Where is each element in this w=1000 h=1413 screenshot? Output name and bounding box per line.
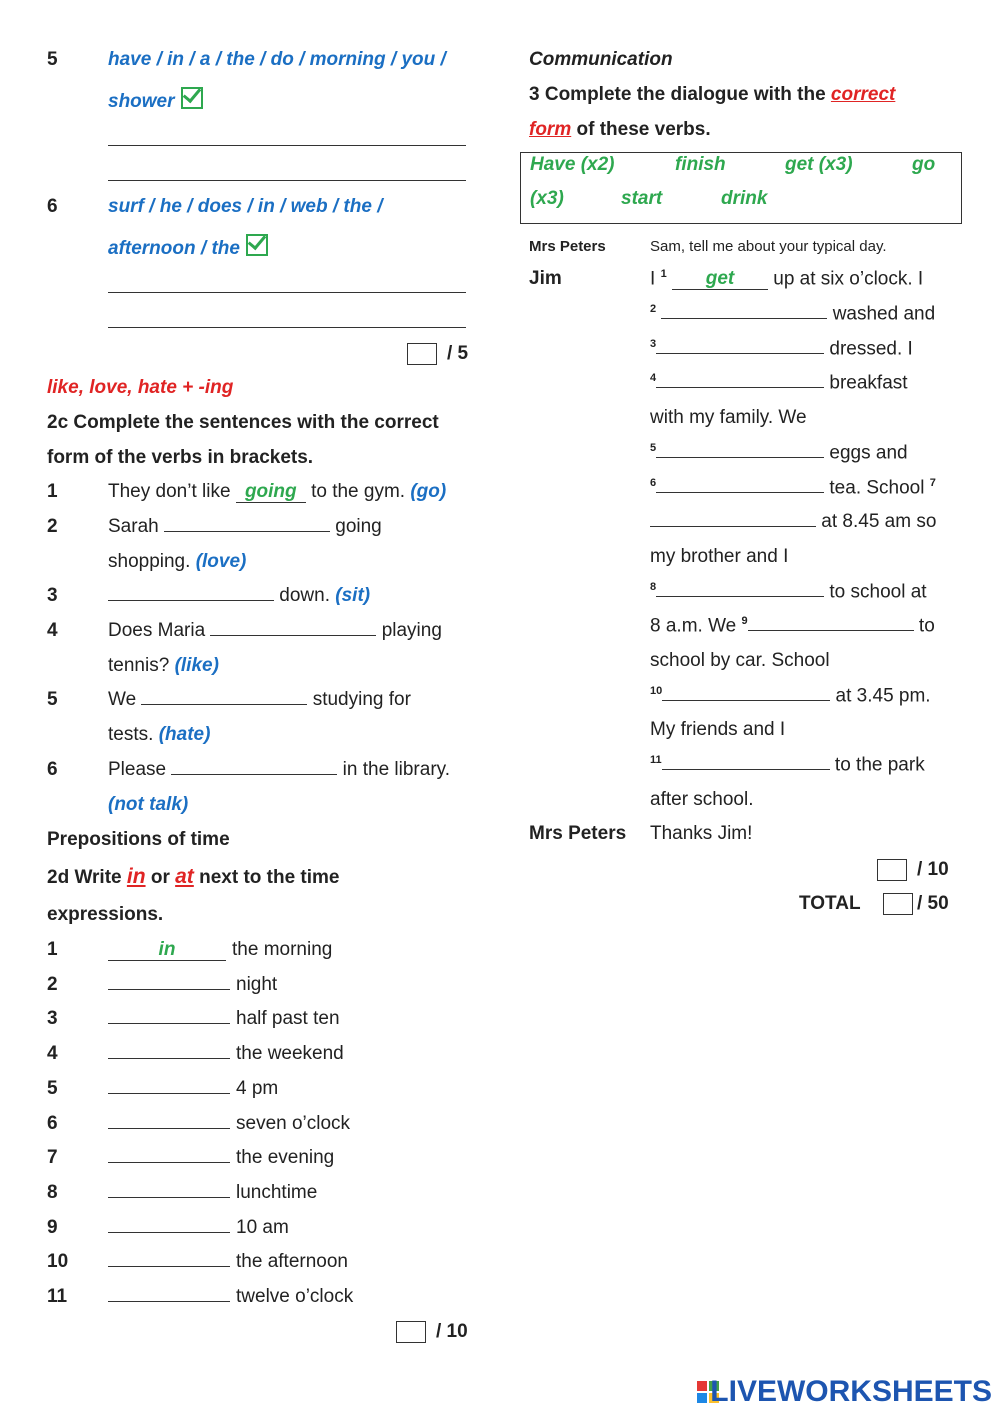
score-label: / 10 bbox=[917, 859, 949, 880]
q5-answer-line-2[interactable] bbox=[108, 180, 466, 181]
dialogue-line: Sam, tell me about your typical day. bbox=[650, 238, 887, 255]
q6-words: surf / he / does / in / web / the / bbox=[108, 196, 383, 217]
time-expression: the weekend bbox=[108, 1043, 344, 1065]
exercise-3-title-line2: form of these verbs. bbox=[529, 119, 711, 140]
dialogue-line: $^6$ tea. School $^7$ bbox=[650, 477, 936, 499]
item-number: 2 bbox=[47, 516, 58, 537]
q5-words-line2: shower bbox=[108, 87, 203, 113]
sentence-line2: shopping. (love) bbox=[108, 551, 247, 572]
time-expression: 10 am bbox=[108, 1217, 289, 1239]
score-box[interactable] bbox=[396, 1321, 426, 1343]
dialogue-line: my brother and I bbox=[650, 546, 789, 567]
exercise-2d-title: 2d Write in or at next to the time bbox=[47, 865, 340, 888]
score-label: / 10 bbox=[436, 1321, 468, 1342]
item-number: 3 bbox=[47, 585, 58, 606]
answer-blank[interactable] bbox=[171, 774, 337, 775]
verb: finish bbox=[675, 154, 726, 175]
speaker-name: Mrs Peters bbox=[529, 238, 606, 255]
item-number: 9 bbox=[47, 1216, 58, 1238]
answer-blank[interactable] bbox=[656, 596, 824, 597]
section-title: like, love, hate + -ing bbox=[47, 377, 234, 398]
time-expression: the afternoon bbox=[108, 1251, 348, 1273]
sentence: down. (sit) bbox=[108, 585, 370, 607]
item-number: 6 bbox=[47, 759, 58, 780]
score-box[interactable] bbox=[877, 859, 907, 881]
item-number: 6 bbox=[47, 1112, 58, 1134]
liveworksheets-logo[interactable]: LIVEWORKSHEETS bbox=[710, 1375, 992, 1408]
verb: get (x3) bbox=[785, 154, 853, 175]
verb: Have (x2) bbox=[530, 154, 615, 175]
answer-blank[interactable] bbox=[108, 1058, 230, 1059]
answer-blank[interactable]: get bbox=[672, 269, 768, 290]
verb: drink bbox=[721, 188, 768, 209]
score-label: / 5 bbox=[447, 343, 469, 364]
answer-blank[interactable] bbox=[656, 457, 824, 458]
answer-blank[interactable] bbox=[108, 1197, 230, 1198]
q6-answer-line-2[interactable] bbox=[108, 327, 466, 328]
check-icon bbox=[181, 87, 203, 109]
answer-blank[interactable] bbox=[108, 1232, 230, 1233]
exercise-3-title: 3 Complete the dialogue with the correct bbox=[529, 84, 896, 105]
time-expression: twelve o’clock bbox=[108, 1286, 353, 1308]
exercise-2c-title-line2: form of the verbs in brackets. bbox=[47, 447, 314, 468]
dialogue-line: I $^1$ get up at six o’clock. I bbox=[650, 268, 924, 290]
answer-blank[interactable] bbox=[650, 526, 816, 527]
dialogue-line: after school. bbox=[650, 789, 754, 810]
exercise-2d-title-line2: expressions. bbox=[47, 904, 164, 925]
answer-blank[interactable] bbox=[210, 635, 376, 636]
score-box[interactable] bbox=[407, 343, 437, 365]
hint: (not talk) bbox=[108, 794, 189, 815]
speaker-name: Mrs Peters bbox=[529, 823, 627, 844]
time-expression: the evening bbox=[108, 1147, 334, 1169]
sentence-line2: tests. (hate) bbox=[108, 724, 211, 745]
answer-blank[interactable] bbox=[108, 1162, 230, 1163]
q5-answer-line-1[interactable] bbox=[108, 145, 466, 146]
answer-blank[interactable] bbox=[748, 630, 914, 631]
verb: start bbox=[621, 188, 663, 209]
dialogue-line: Thanks Jim! bbox=[650, 823, 753, 844]
answer-blank[interactable] bbox=[661, 318, 827, 319]
time-expression: in the morning bbox=[108, 939, 332, 961]
answer-blank[interactable] bbox=[662, 700, 830, 701]
time-expression: lunchtime bbox=[108, 1182, 317, 1204]
item-number: 2 bbox=[47, 973, 58, 995]
q6-words-line2: afternoon / the bbox=[108, 234, 268, 260]
sentence-line2: tennis? (like) bbox=[108, 655, 219, 676]
q5-words: have / in / a / the / do / morning / you / bbox=[108, 49, 446, 70]
answer-blank[interactable] bbox=[141, 704, 307, 705]
item-number: 3 bbox=[47, 1008, 58, 1030]
communication-title: Communication bbox=[529, 49, 673, 70]
time-expression: 4 pm bbox=[108, 1078, 278, 1100]
answer-blank[interactable] bbox=[656, 492, 824, 493]
answer-blank[interactable] bbox=[164, 531, 330, 532]
item-number: 5 bbox=[47, 689, 58, 710]
q6-answer-line-1[interactable] bbox=[108, 292, 466, 293]
dialogue-line: $^2$ washed and bbox=[650, 303, 936, 325]
verb: go bbox=[912, 154, 936, 175]
item-number: 11 bbox=[47, 1286, 68, 1307]
answer-blank[interactable] bbox=[656, 387, 824, 388]
item-number: 5 bbox=[47, 1077, 58, 1099]
q6-number: 6 bbox=[47, 196, 58, 217]
dialogue-line: $^{10}$ at 3.45 pm. bbox=[650, 685, 931, 707]
dialogue-line: $^8$ to school at bbox=[650, 581, 927, 603]
dialogue-line: school by car. School bbox=[650, 650, 830, 671]
item-number: 1 bbox=[47, 939, 58, 960]
dialogue-line: $^4$ breakfast bbox=[650, 372, 908, 394]
item-number: 4 bbox=[47, 620, 58, 641]
total-score-box[interactable] bbox=[883, 893, 913, 915]
answer-blank[interactable] bbox=[662, 769, 830, 770]
answer-blank[interactable] bbox=[108, 1301, 230, 1302]
time-expression: night bbox=[108, 974, 277, 996]
dialogue-line: $^{11}$ to the park bbox=[650, 754, 925, 776]
sentence: They don’t like going to the gym. (go) bbox=[108, 481, 447, 502]
dialogue-line: $^3$ dressed. I bbox=[650, 338, 913, 360]
total-label: TOTAL bbox=[799, 893, 861, 914]
answer-blank[interactable] bbox=[108, 989, 230, 990]
exercise-2c-title: 2c Complete the sentences with the correct bbox=[47, 412, 439, 433]
answer-blank[interactable] bbox=[108, 600, 274, 601]
dialogue-line: My friends and I bbox=[650, 719, 786, 740]
answer-blank[interactable] bbox=[108, 1093, 230, 1094]
time-expression: half past ten bbox=[108, 1008, 340, 1030]
sentence: We studying for bbox=[108, 689, 411, 710]
prepositions-title: Prepositions of time bbox=[47, 829, 230, 850]
check-icon bbox=[246, 234, 268, 256]
sentence: Sarah going bbox=[108, 516, 382, 537]
answer-blank[interactable] bbox=[108, 1023, 230, 1024]
item-number: 10 bbox=[47, 1251, 69, 1273]
answer-blank[interactable]: in bbox=[108, 940, 226, 961]
q5-number: 5 bbox=[47, 49, 58, 70]
dialogue-line: with my family. We bbox=[650, 407, 807, 428]
dialogue-line: at 8.45 am so bbox=[650, 511, 936, 533]
item-number: 1 bbox=[47, 481, 58, 502]
item-number: 8 bbox=[47, 1181, 58, 1203]
total-score-label: / 50 bbox=[917, 893, 949, 914]
dialogue-line: 8 a.m. We $^9$ to bbox=[650, 615, 935, 637]
item-number: 4 bbox=[47, 1043, 58, 1065]
sentence: Does Maria playing bbox=[108, 620, 442, 641]
sentence: Please in the library. bbox=[108, 759, 451, 780]
answer-blank[interactable] bbox=[656, 353, 824, 354]
dialogue-line: $^5$ eggs and bbox=[650, 442, 908, 464]
answer-blank[interactable] bbox=[108, 1128, 230, 1129]
verb: (x3) bbox=[530, 188, 564, 209]
time-expression: seven o’clock bbox=[108, 1113, 350, 1135]
answer-blank[interactable]: going bbox=[236, 482, 306, 503]
speaker-name: Jim bbox=[529, 268, 562, 289]
item-number: 7 bbox=[47, 1147, 58, 1169]
answer-blank[interactable] bbox=[108, 1266, 230, 1267]
